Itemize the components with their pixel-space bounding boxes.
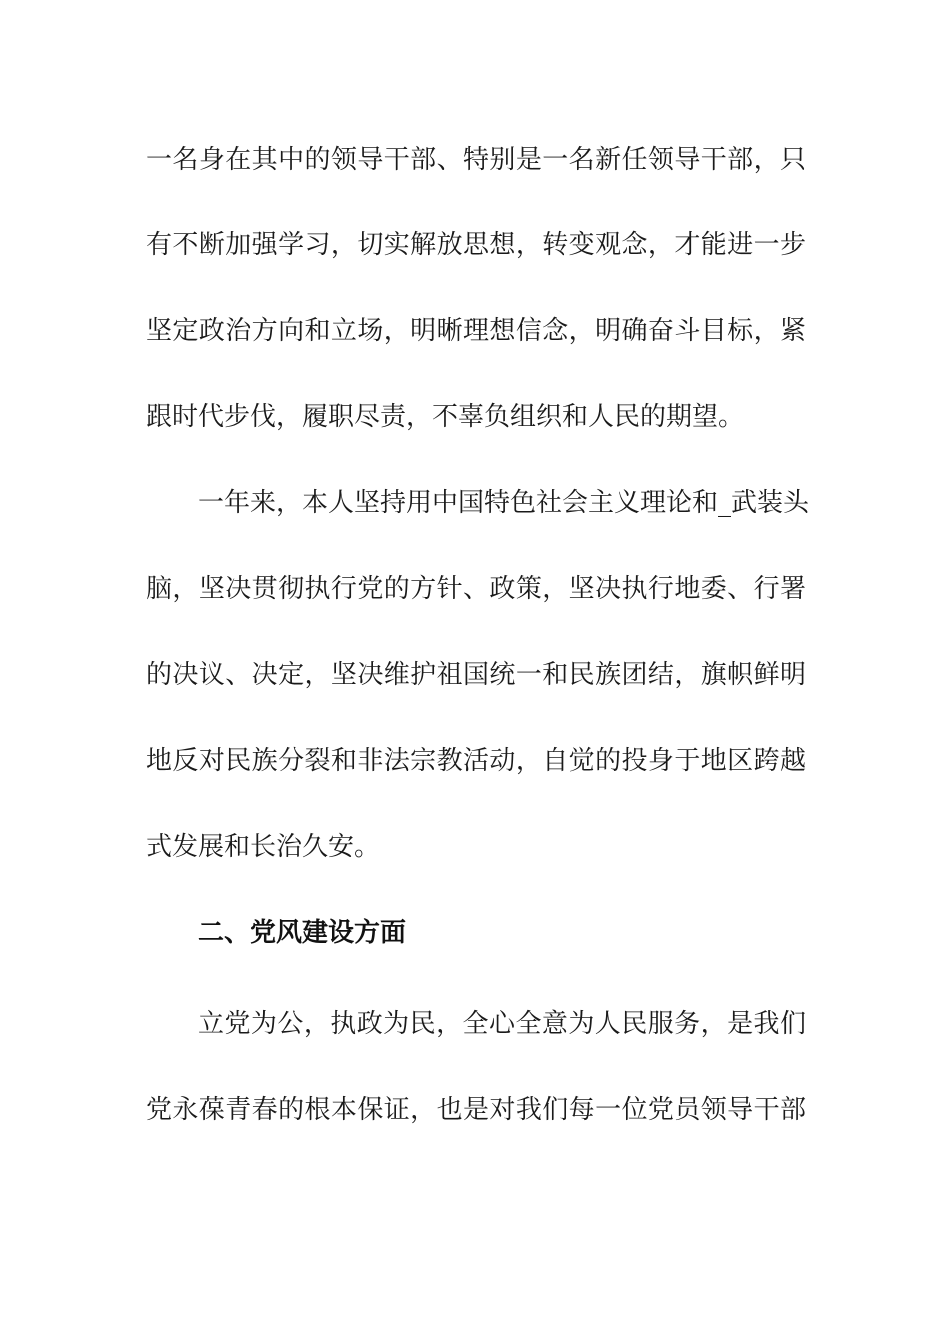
paragraph-line: 立党为公，执政为民，全心全意为人民服务，是我们 (198, 1009, 806, 1039)
paragraph-line: 坚定政治方向和立场，明晰理想信念，明确奋斗目标，紧 (146, 316, 806, 346)
paragraph-line: 党永葆青春的根本保证，也是对我们每一位党员领导干部 (146, 1095, 806, 1125)
paragraph-line: 的决议、决定，坚决维护祖国统一和民族团结，旗帜鲜明 (146, 660, 806, 690)
paragraph-line: 一名身在其中的领导干部、特别是一名新任领导干部，只 (146, 145, 806, 175)
paragraph-line: 地反对民族分裂和非法宗教活动，自觉的投身于地区跨越 (146, 746, 806, 776)
paragraph-line: 脑，坚决贯彻执行党的方针、政策，坚决执行地委、行署 (146, 574, 806, 604)
paragraph-line: 式发展和长治久安。 (146, 832, 381, 862)
section-heading: 二、党风建设方面 (198, 918, 407, 948)
paragraph-line: 跟时代步伐，履职尽责，不辜负组织和人民的期望。 (146, 402, 745, 432)
paragraph-line: 有不断加强学习，切实解放思想，转变观念，才能进一步 (146, 230, 806, 260)
paragraph-line: 一年来，本人坚持用中国特色社会主义理论和_武装头 (198, 488, 810, 518)
